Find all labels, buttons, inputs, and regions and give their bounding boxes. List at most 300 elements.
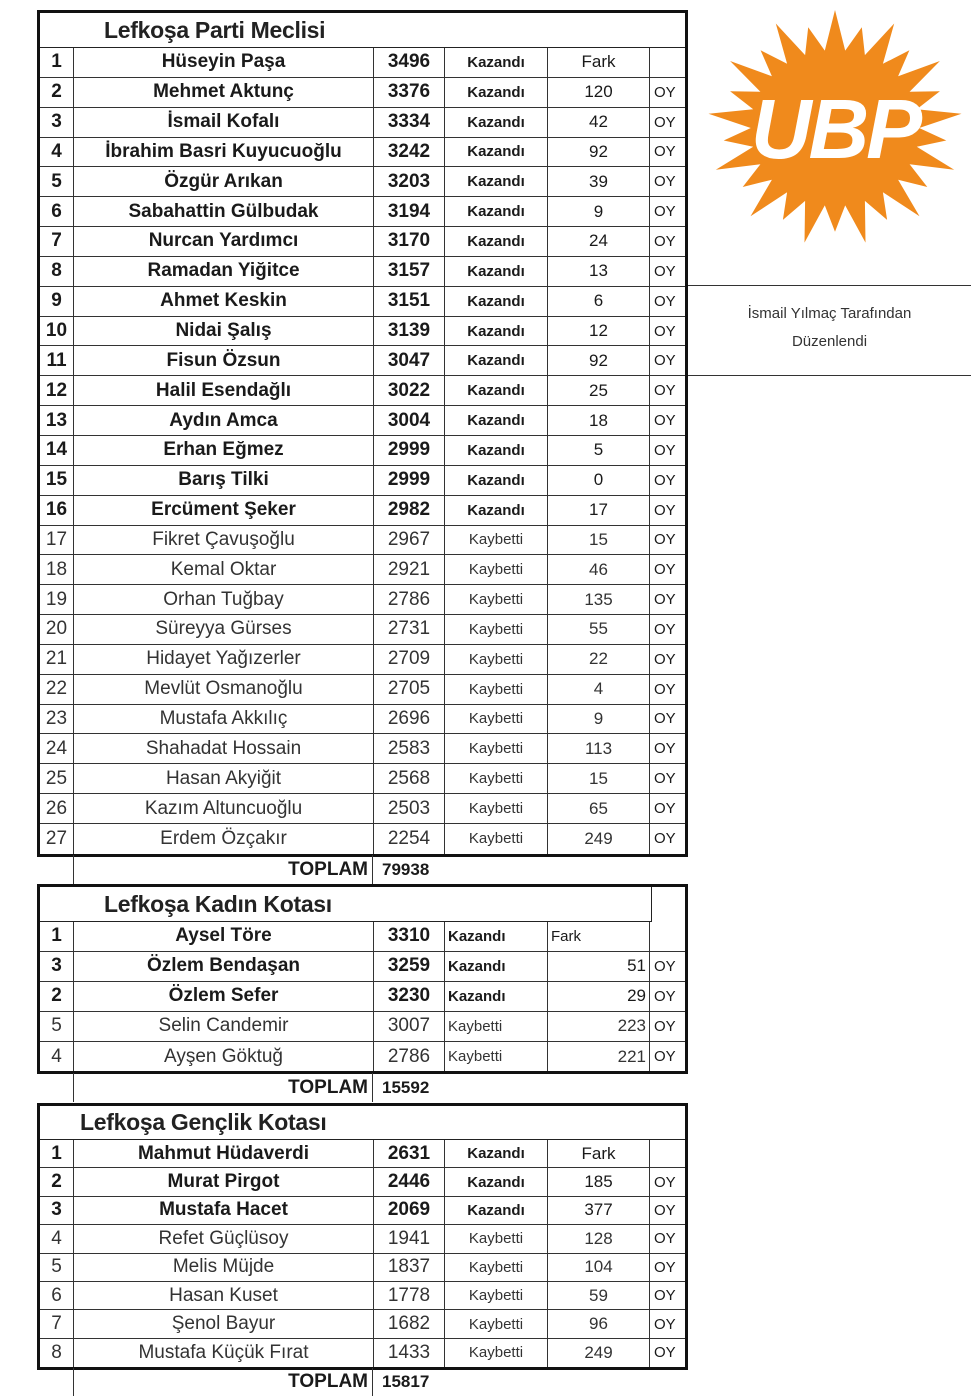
oy-label: OY (654, 770, 676, 788)
row-number: 3 (40, 1197, 74, 1224)
parti-meclisi-table (37, 10, 688, 857)
credit-line-1: İsmail Yılmaç Tarafından (747, 305, 912, 322)
candidate-name: Özgür Arıkan (74, 167, 374, 196)
table-row (40, 585, 685, 615)
result-status: Kazandı (445, 138, 548, 167)
candidate-name: Fisun Özsun (74, 346, 374, 375)
row-number: 6 (40, 1282, 74, 1309)
vote-count: 2921 (374, 555, 445, 584)
table-row (40, 1140, 685, 1168)
table-row (40, 496, 685, 526)
ubp-logo (702, 8, 968, 248)
table-row (40, 1339, 685, 1367)
row-number: 2 (40, 982, 74, 1011)
candidate-name: Nurcan Yardımcı (74, 227, 374, 256)
credit-line-2: Düzenlendi (791, 333, 868, 350)
row-number: 11 (40, 346, 74, 375)
candidate-name: Özlem Sefer (74, 982, 374, 1011)
row-number: 8 (40, 257, 74, 286)
result-status: Kazandı (445, 346, 548, 375)
row-number: 25 (40, 764, 74, 793)
result-status: Kaybetti (445, 1282, 548, 1309)
oy-label: OY (654, 1258, 676, 1276)
result-status: Kazandı (445, 257, 548, 286)
vote-difference: 59 (548, 1282, 650, 1309)
candidate-name: Refet Güçlüsoy (74, 1225, 374, 1252)
parti-meclisi-toplam-value: 79938 (382, 860, 430, 879)
result-status: Kazandı (445, 922, 548, 951)
oy-label: OY (654, 471, 676, 489)
genclik-kotasi-title: Lefkoşa Gençlik Kotası (80, 1109, 327, 1135)
table-row (40, 346, 685, 376)
oy-label (650, 922, 685, 951)
vote-difference: 92 (548, 138, 650, 167)
vote-count: 3022 (374, 376, 445, 405)
candidate-name: Ayşen Göktuğ (74, 1042, 374, 1072)
row-number: 1 (40, 922, 74, 951)
vote-count: 3203 (374, 167, 445, 196)
vote-difference: 65 (548, 794, 650, 823)
vote-count: 2786 (374, 1042, 445, 1072)
oy-label: OY (654, 1315, 676, 1333)
candidate-name: Kemal Oktar (74, 555, 374, 584)
result-status: Kazandı (445, 197, 548, 226)
vote-count: 2705 (374, 675, 445, 704)
vote-count: 2583 (374, 734, 445, 763)
vote-count: 1433 (374, 1339, 445, 1367)
vote-difference: 18 (548, 406, 650, 435)
vote-count: 3242 (374, 138, 445, 167)
vote-difference: Fark (548, 922, 650, 951)
table-row (40, 764, 685, 794)
row-number: 8 (40, 1339, 74, 1367)
vote-count: 3170 (374, 227, 445, 256)
oy-label: OY (654, 113, 676, 131)
result-status: Kazandı (445, 48, 548, 77)
vote-count: 3194 (374, 197, 445, 226)
vote-count: 3047 (374, 346, 445, 375)
vote-difference: 39 (548, 167, 650, 196)
vote-count: 2568 (374, 764, 445, 793)
vote-difference: 6 (548, 287, 650, 316)
table-row (40, 1197, 685, 1225)
oy-label: OY (654, 382, 676, 400)
vote-count: 2967 (374, 526, 445, 555)
result-status: Kaybetti (445, 1339, 548, 1367)
row-number: 1 (40, 48, 74, 77)
vote-difference: 42 (548, 108, 650, 137)
oy-label: OY (654, 987, 676, 1005)
table-row (40, 1254, 685, 1282)
row-number: 4 (40, 1042, 74, 1072)
row-number: 14 (40, 436, 74, 465)
vote-difference: 120 (548, 78, 650, 107)
vote-difference: 221 (548, 1042, 650, 1072)
vote-count: 3230 (374, 982, 445, 1011)
table-row (40, 138, 685, 168)
vote-count: 2446 (374, 1168, 445, 1195)
oy-label: OY (654, 830, 676, 848)
row-number: 9 (40, 287, 74, 316)
vote-difference: 12 (548, 317, 650, 346)
vote-difference: 25 (548, 376, 650, 405)
oy-label: OY (654, 412, 676, 430)
vote-difference: 17 (548, 496, 650, 525)
row-number: 7 (40, 227, 74, 256)
candidate-name: Mahmut Hüdaverdi (74, 1140, 374, 1167)
row-number: 18 (40, 555, 74, 584)
table-row (40, 287, 685, 317)
genclik-kotasi-table (37, 1103, 688, 1370)
vote-count: 3310 (374, 922, 445, 951)
table-row (40, 197, 685, 227)
candidate-name: Barış Tilki (74, 466, 374, 495)
oy-label: OY (654, 1048, 676, 1065)
oy-label: OY (654, 650, 676, 668)
result-status: Kaybetti (445, 645, 548, 674)
vote-difference: 0 (548, 466, 650, 495)
result-status: Kazandı (445, 952, 548, 981)
row-number: 5 (40, 1012, 74, 1041)
oy-label: OY (654, 740, 676, 758)
vote-difference: 249 (548, 824, 650, 854)
table-title (40, 1106, 685, 1140)
vote-count: 3151 (374, 287, 445, 316)
vote-difference: 5 (548, 436, 650, 465)
candidate-name: Kazım Altuncuoğlu (74, 794, 374, 823)
table-row (40, 922, 685, 952)
result-status: Kazandı (445, 1197, 548, 1224)
candidate-name: Mehmet Aktunç (74, 78, 374, 107)
row-number: 6 (40, 197, 74, 226)
result-status: Kazandı (445, 167, 548, 196)
table-row (40, 675, 685, 705)
candidate-name: Erhan Eğmez (74, 436, 374, 465)
table-row (40, 1042, 685, 1072)
vote-difference: 128 (548, 1225, 650, 1252)
oy-label: OY (654, 561, 676, 579)
table-row (40, 982, 685, 1012)
candidate-name: Shahadat Hossain (74, 734, 374, 763)
vote-difference: 185 (548, 1168, 650, 1195)
result-status: Kazandı (445, 1168, 548, 1195)
result-status: Kaybetti (445, 615, 548, 644)
logo-text: UBP (750, 82, 920, 176)
result-status: Kaybetti (445, 555, 548, 584)
kadin-kotasi-toplam-value: 15592 (382, 1078, 430, 1097)
oy-label: OY (654, 1230, 676, 1248)
table-row (40, 406, 685, 436)
table-row (40, 48, 685, 78)
credit-divider-top (688, 285, 971, 286)
candidate-name: Mustafa Küçük Fırat (74, 1339, 374, 1367)
result-status: Kazandı (445, 227, 548, 256)
row-number: 7 (40, 1310, 74, 1337)
oy-label: OY (654, 1344, 676, 1362)
result-status: Kaybetti (445, 1042, 548, 1072)
candidate-name: Mevlüt Osmanoğlu (74, 675, 374, 704)
oy-label: OY (654, 143, 676, 161)
vote-difference: 9 (548, 705, 650, 734)
candidate-name: Hüseyin Paşa (74, 48, 374, 77)
result-status: Kazandı (445, 376, 548, 405)
result-status: Kazandı (445, 317, 548, 346)
candidate-name: Melis Müjde (74, 1254, 374, 1281)
parti-meclisi-title: Lefkoşa Parti Meclisi (104, 17, 326, 43)
vote-count: 2731 (374, 615, 445, 644)
row-number: 27 (40, 824, 74, 854)
oy-label: OY (654, 173, 676, 191)
kadin-kotasi-title: Lefkoşa Kadın Kotası (104, 891, 332, 917)
candidate-name: İsmail Kofalı (74, 108, 374, 137)
oy-label: OY (654, 501, 676, 519)
oy-label: OY (654, 620, 676, 638)
candidate-name: Erdem Özçakır (74, 824, 374, 854)
candidate-name: Hasan Akyiğit (74, 764, 374, 793)
oy-label (650, 48, 685, 77)
vote-count: 2999 (374, 466, 445, 495)
table-row (40, 317, 685, 347)
table-row (40, 705, 685, 735)
parti-meclisi-toplam-label: TOPLAM (73, 855, 373, 884)
kadin-kotasi-toplam-label: TOPLAM (73, 1073, 373, 1102)
oy-label: OY (654, 710, 676, 728)
vote-difference: 377 (548, 1197, 650, 1224)
candidate-name: Ramadan Yiğitce (74, 257, 374, 286)
candidate-name: Hidayet Yağızerler (74, 645, 374, 674)
candidate-name: Fikret Çavuşoğlu (74, 526, 374, 555)
kadin-kotasi-table (37, 884, 688, 1074)
result-status: Kazandı (445, 436, 548, 465)
result-status: Kaybetti (445, 1254, 548, 1281)
candidate-name: Süreyya Gürses (74, 615, 374, 644)
oy-label: OY (654, 680, 676, 698)
candidate-name: İbrahim Basri Kuyucuoğlu (74, 138, 374, 167)
result-status: Kazandı (445, 108, 548, 137)
row-number: 5 (40, 1254, 74, 1281)
oy-label: OY (654, 1017, 676, 1035)
candidate-name: Murat Pirgot (74, 1168, 374, 1195)
row-number: 24 (40, 734, 74, 763)
table-row (40, 257, 685, 287)
row-number: 13 (40, 406, 74, 435)
vote-count: 3334 (374, 108, 445, 137)
result-status: Kaybetti (445, 1012, 548, 1041)
candidate-name: Sabahattin Gülbudak (74, 197, 374, 226)
vote-count: 2254 (374, 824, 445, 854)
table-row (40, 645, 685, 675)
table-row (40, 466, 685, 496)
vote-difference: 96 (548, 1310, 650, 1337)
result-status: Kazandı (445, 1140, 548, 1167)
vote-count: 2503 (374, 794, 445, 823)
vote-count: 2982 (374, 496, 445, 525)
vote-difference: 92 (548, 346, 650, 375)
vote-count: 2696 (374, 705, 445, 734)
vote-count: 1837 (374, 1254, 445, 1281)
row-number: 23 (40, 705, 74, 734)
oy-label: OY (654, 322, 676, 340)
result-status: Kazandı (445, 466, 548, 495)
table-row (40, 824, 685, 854)
result-status: Kaybetti (445, 705, 548, 734)
vote-count: 3007 (374, 1012, 445, 1041)
genclik-kotasi-toplam-label: TOPLAM (73, 1368, 373, 1396)
table-row (40, 952, 685, 982)
row-number: 4 (40, 1225, 74, 1252)
vote-count: 2999 (374, 436, 445, 465)
oy-label: OY (654, 262, 676, 280)
candidate-name: Halil Esendağlı (74, 376, 374, 405)
row-number: 26 (40, 794, 74, 823)
vote-difference: 24 (548, 227, 650, 256)
table-row (40, 555, 685, 585)
vote-count: 3139 (374, 317, 445, 346)
sunburst-icon (702, 8, 968, 248)
vote-difference: 223 (548, 1012, 650, 1041)
vote-count: 2786 (374, 585, 445, 614)
candidate-name: Ercüment Şeker (74, 496, 374, 525)
result-status: Kaybetti (445, 734, 548, 763)
row-number: 22 (40, 675, 74, 704)
table-row (40, 734, 685, 764)
table-row (40, 526, 685, 556)
vote-difference: 22 (548, 645, 650, 674)
oy-label: OY (654, 83, 676, 101)
candidate-name: Hasan Kuset (74, 1282, 374, 1309)
result-status: Kaybetti (445, 675, 548, 704)
vote-count: 3259 (374, 952, 445, 981)
table-row (40, 167, 685, 197)
table-title (40, 13, 685, 48)
row-number: 20 (40, 615, 74, 644)
candidate-name: Aysel Töre (74, 922, 374, 951)
table-row (40, 376, 685, 406)
result-status: Kaybetti (445, 794, 548, 823)
row-number: 21 (40, 645, 74, 674)
result-status: Kaybetti (445, 526, 548, 555)
oy-label: OY (654, 1287, 676, 1305)
candidate-name: Aydın Amca (74, 406, 374, 435)
oy-label: OY (654, 292, 676, 310)
result-status: Kaybetti (445, 764, 548, 793)
result-status: Kaybetti (445, 1225, 548, 1252)
vote-difference: 249 (548, 1339, 650, 1367)
vote-difference: 13 (548, 257, 650, 286)
table-row (40, 615, 685, 645)
oy-label: OY (654, 1173, 676, 1191)
oy-label: OY (654, 203, 676, 221)
table-row (40, 108, 685, 138)
result-status: Kazandı (445, 406, 548, 435)
vote-difference: 46 (548, 555, 650, 584)
vote-difference: 4 (548, 675, 650, 704)
genclik-kotasi-toplam-value: 15817 (382, 1372, 430, 1391)
vote-count: 3376 (374, 78, 445, 107)
vote-difference: 135 (548, 585, 650, 614)
row-number: 2 (40, 1168, 74, 1195)
oy-label: OY (654, 591, 676, 609)
table-row (40, 1310, 685, 1338)
row-number: 5 (40, 167, 74, 196)
candidate-name: Nidai Şalış (74, 317, 374, 346)
vote-count: 3004 (374, 406, 445, 435)
vote-count: 1682 (374, 1310, 445, 1337)
vote-difference: 51 (548, 952, 650, 981)
vote-count: 2069 (374, 1197, 445, 1224)
row-number: 19 (40, 585, 74, 614)
candidate-name: Ahmet Keskin (74, 287, 374, 316)
oy-label: OY (654, 352, 676, 370)
table-row (40, 1168, 685, 1196)
row-number: 16 (40, 496, 74, 525)
vote-count: 2631 (374, 1140, 445, 1167)
vote-difference: 113 (548, 734, 650, 763)
table-row (40, 436, 685, 466)
row-number: 15 (40, 466, 74, 495)
result-status: Kazandı (445, 982, 548, 1011)
vote-count: 1778 (374, 1282, 445, 1309)
result-status: Kazandı (445, 496, 548, 525)
table-row (40, 78, 685, 108)
row-number: 1 (40, 1140, 74, 1167)
result-status: Kaybetti (445, 585, 548, 614)
candidate-name: Mustafa Hacet (74, 1197, 374, 1224)
oy-label: OY (654, 800, 676, 818)
candidate-name: Şenol Bayur (74, 1310, 374, 1337)
oy-label: OY (654, 957, 676, 975)
row-number: 3 (40, 108, 74, 137)
credit-text (688, 300, 971, 356)
candidate-name: Mustafa Akkılıç (74, 705, 374, 734)
row-number: 4 (40, 138, 74, 167)
table-row (40, 227, 685, 257)
vote-difference: Fark (548, 1140, 650, 1167)
result-status: Kazandı (445, 78, 548, 107)
result-status: Kazandı (445, 287, 548, 316)
vote-difference: 104 (548, 1254, 650, 1281)
vote-count: 2709 (374, 645, 445, 674)
row-number: 10 (40, 317, 74, 346)
row-number: 3 (40, 952, 74, 981)
vote-count: 3157 (374, 257, 445, 286)
candidate-name: Selin Candemir (74, 1012, 374, 1041)
candidate-name: Orhan Tuğbay (74, 585, 374, 614)
oy-label: OY (654, 1201, 676, 1219)
vote-difference: 55 (548, 615, 650, 644)
vote-difference: 15 (548, 764, 650, 793)
table-row (40, 794, 685, 824)
vote-difference: Fark (548, 48, 650, 77)
row-number: 2 (40, 78, 74, 107)
vote-count: 3496 (374, 48, 445, 77)
table-row (40, 1282, 685, 1310)
vote-count: 1941 (374, 1225, 445, 1252)
table-row (40, 1012, 685, 1042)
row-number: 17 (40, 526, 74, 555)
row-number: 12 (40, 376, 74, 405)
vote-difference: 15 (548, 526, 650, 555)
result-status: Kaybetti (445, 824, 548, 854)
vote-difference: 9 (548, 197, 650, 226)
candidate-name: Özlem Bendaşan (74, 952, 374, 981)
table-row (40, 1225, 685, 1253)
result-status: Kaybetti (445, 1310, 548, 1337)
oy-label: OY (654, 441, 676, 459)
table-title (40, 887, 652, 922)
vote-difference: 29 (548, 982, 650, 1011)
credit-divider-bottom (688, 375, 971, 376)
